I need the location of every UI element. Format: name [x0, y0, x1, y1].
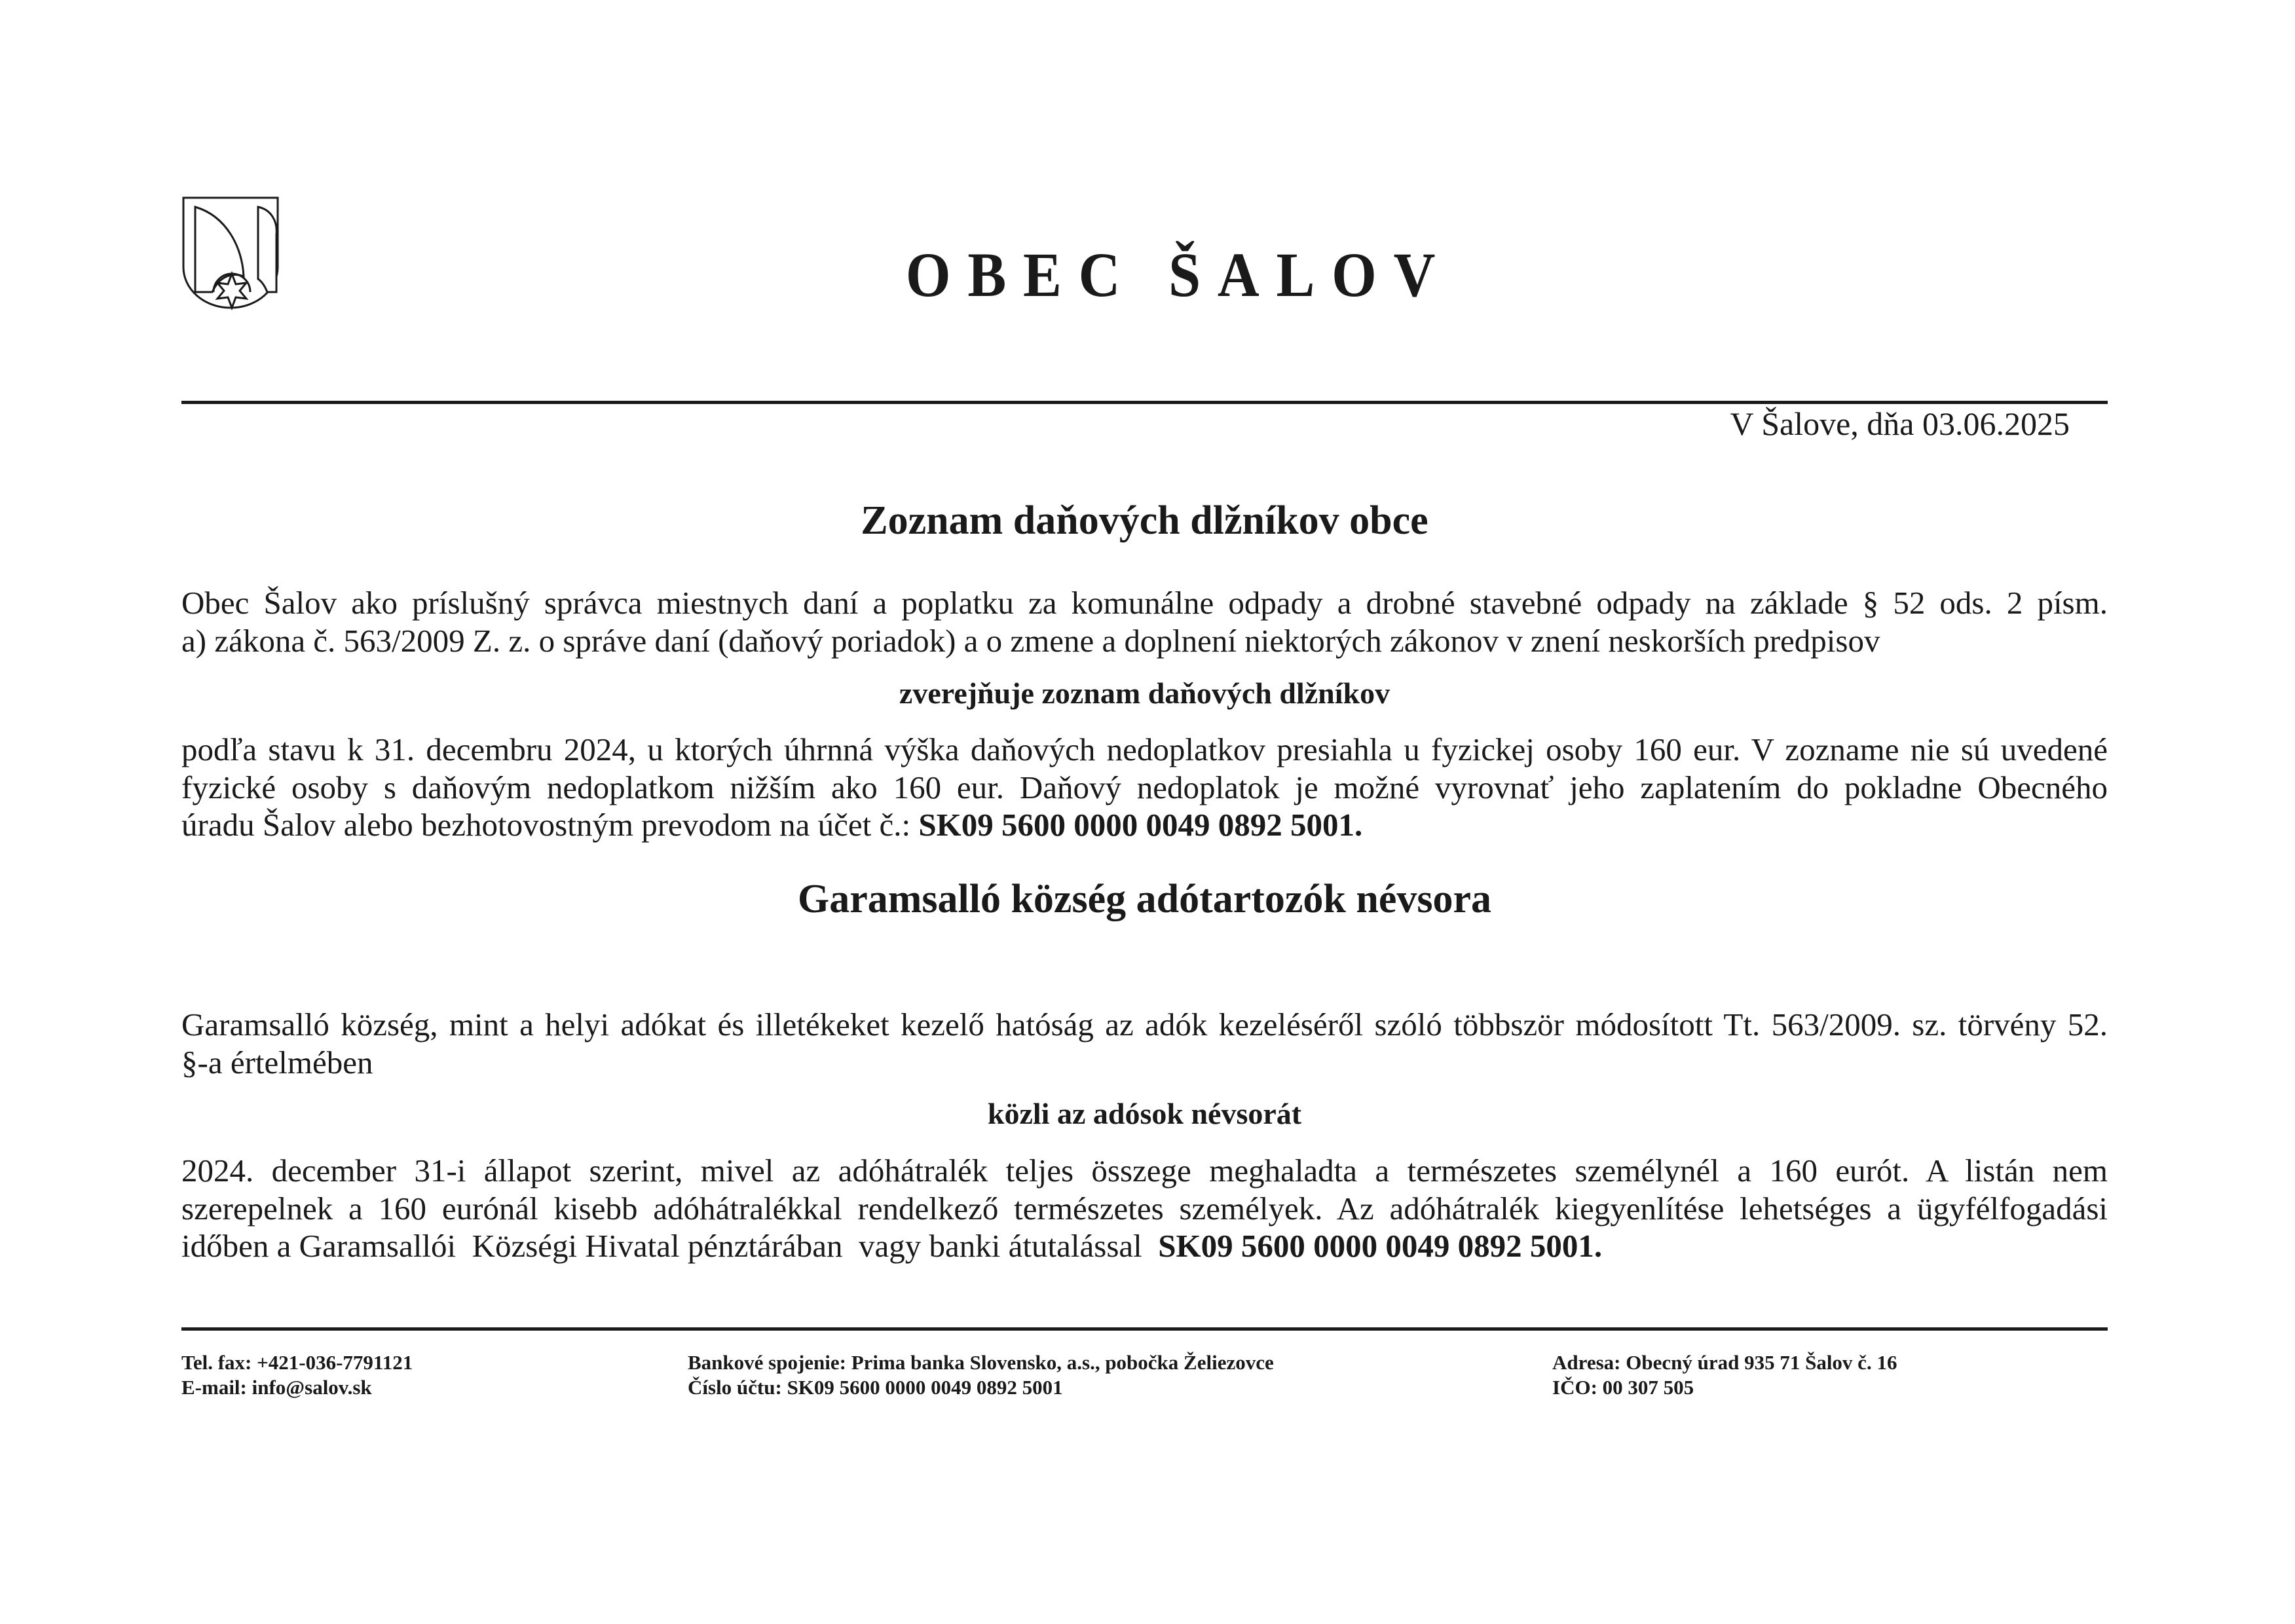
header-divider [181, 401, 2108, 404]
slovak-body-last-text: úradu Šalov alebo bezhotovostným prevodom na účet č.: [181, 807, 919, 843]
footer-bank [688, 1350, 1274, 1400]
organization-title: OBEC ŠALOV [905, 240, 1453, 310]
footer-phone: Tel. fax: +421-036-7791121 [181, 1351, 413, 1374]
coat-of-arms-logo [181, 195, 280, 310]
slovak-intro-paragraph [181, 584, 2108, 659]
footer-address [1552, 1350, 1897, 1400]
hungarian-iban: SK09 5600 0000 0049 0892 5001. [1158, 1228, 1603, 1264]
slovak-intro-line: a) zákona č. 563/2009 Z. z. o správe daní (daňový poriadok) a o zmene a doplnení niektorých zákonov v znení neskorších predpisov [181, 622, 1880, 659]
hungarian-body-line: 2024. december 31-i állapot szerint, mivel az adóhátralék teljes összege meghaladta a természetes személynél a 160 eurót. A listán nem [181, 1153, 2108, 1189]
footer-email: E-mail: info@salov.sk [181, 1376, 372, 1399]
hungarian-intro-paragraph [181, 1006, 2108, 1081]
footer-bank-connection: Bankové spojenie: Prima banka Slovensko, a.s., pobočka Želiezovce [688, 1351, 1274, 1374]
hungarian-heading: Garamsalló község adótartozók névsora [797, 877, 1492, 921]
footer-account-number: Číslo účtu: SK09 5600 0000 0049 0892 5001 [688, 1376, 1063, 1399]
slovak-iban: SK09 5600 0000 0049 0892 5001. [918, 807, 1363, 843]
footer-divider [181, 1327, 2108, 1331]
slovak-subheading: zverejňuje zoznam daňových dlžníkov [899, 676, 1390, 710]
slovak-body-line: fyzické osoby s daňovým nedoplatkom nižším ako 160 eur. Daňový nedoplatok je možné vyrovnať jeho zaplatením do pokladne Obecného [181, 769, 2108, 805]
footer-contact [181, 1350, 413, 1400]
hungarian-intro-line: Garamsalló község, mint a helyi adókat és illetékeket kezelő hatóság az adók kezeléséről szóló többször módosított Tt. 563/2009. sz. törvény 52. [181, 1006, 2108, 1043]
hungarian-intro-line: §-a értelmében [181, 1044, 373, 1080]
hungarian-body-paragraph [181, 1152, 2108, 1265]
hungarian-body-line: szerepelnek a 160 eurónál kisebb adóhátralékkal rendelkező természetes személyek. Az adóhátralék kiegyenlítése lehetséges a ügyfélfogadási [181, 1190, 2108, 1227]
date-line: V Šalove, dňa 03.06.2025 [1730, 405, 2070, 442]
footer-address-line: Adresa: Obecný úrad 935 71 Šalov č. 16 [1552, 1351, 1897, 1374]
slovak-body-paragraph [181, 731, 2108, 844]
crest-shield-icon [181, 195, 280, 310]
slovak-intro-line: Obec Šalov ako príslušný správca miestnych daní a poplatku za komunálne odpady a drobné stavebné odpady na základe § 52 ods. 2 písm. [181, 585, 2108, 621]
hungarian-body-last-text: időben a Garamsallói Községi Hivatal pénztárában vagy banki átutalással [181, 1228, 1159, 1264]
slovak-body-line [181, 806, 2108, 844]
slovak-heading: Zoznam daňových dlžníkov obce [861, 498, 1428, 543]
footer-ico: IČO: 00 307 505 [1552, 1376, 1694, 1399]
hungarian-subheading: közli az adósok névsorát [987, 1097, 1302, 1130]
slovak-body-line: podľa stavu k 31. decembru 2024, u ktorých úhrnná výška daňových nedoplatkov presiahla u fyzickej osoby 160 eur. V zozname nie sú uvedené [181, 731, 2108, 767]
hungarian-body-line [181, 1227, 2108, 1265]
